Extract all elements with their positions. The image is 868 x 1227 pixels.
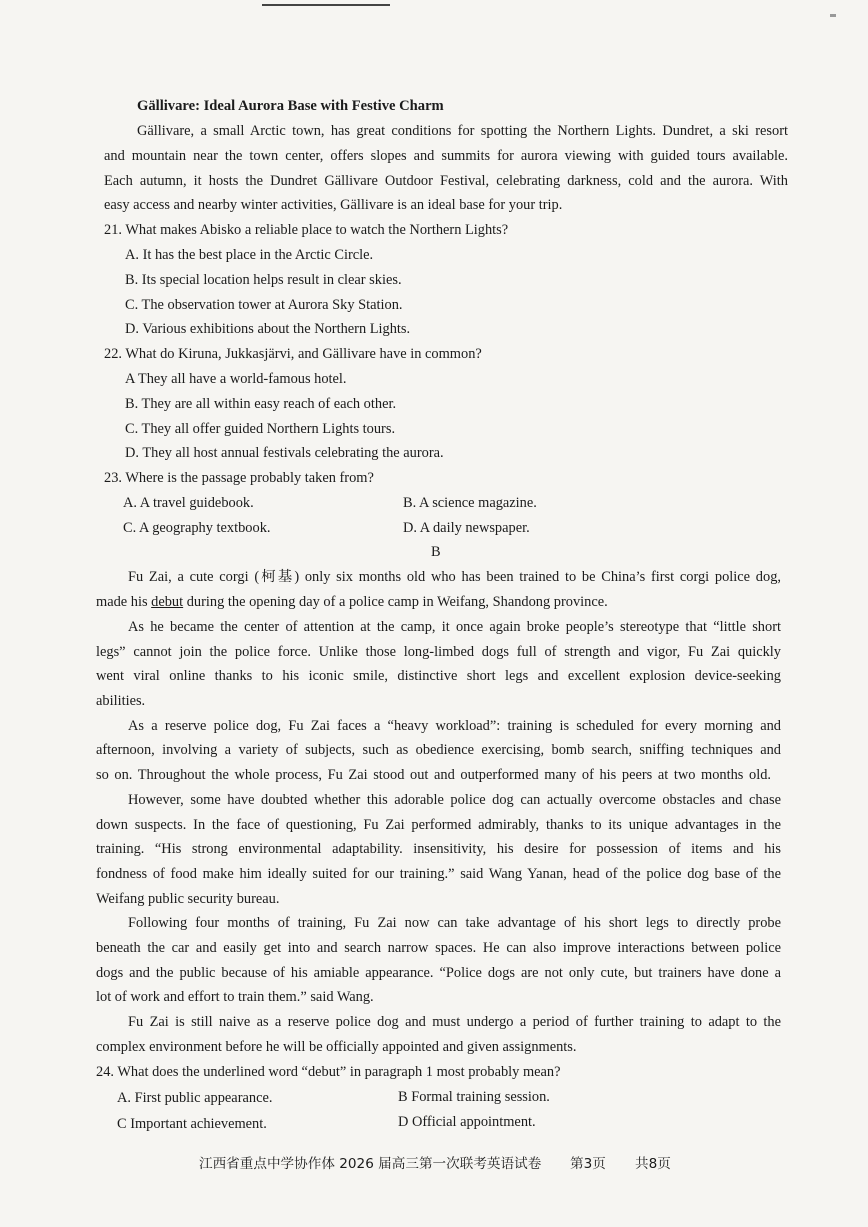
option: A. First public appearance. bbox=[117, 1090, 273, 1106]
passage-b-line: fondness of food make him ideally suited for our training.” said Wang Yanan, head of the police dog base of the bbox=[96, 866, 781, 882]
question-stem: 21. What makes Abisko a reliable place to watch the Northern Lights? bbox=[104, 222, 509, 238]
passage-b-line: down suspects. In the face of questioning, Fu Zai performed admirably, thanks to its unique advantages in the bbox=[96, 817, 781, 833]
passage-a-line: Gällivare, a small Arctic town, has great conditions for spotting the Northern Lights. Dundret, a ski resort bbox=[137, 123, 788, 139]
passage-b-line: As a reserve police dog, Fu Zai faces a “heavy workload”: training is scheduled for every morning and bbox=[128, 718, 781, 734]
option: A They all have a world-famous hotel. bbox=[125, 371, 347, 387]
section-label: B bbox=[431, 544, 441, 560]
passage-b-line: Following four months of training, Fu Zai now can take advantage of his short legs to directly probe bbox=[128, 915, 781, 931]
exam-title: 江西省重点中学协作体 2026 届高三第一次联考英语试卷 bbox=[199, 1156, 542, 1172]
option: B. Its special location helps result in clear skies. bbox=[125, 272, 402, 288]
page-total: 共8页 bbox=[635, 1156, 671, 1172]
option: D. Various exhibitions about the Northern Lights. bbox=[125, 321, 411, 337]
passage-b-line: However, some have doubted whether this adorable police dog can actually overcome obstacles and chase bbox=[128, 792, 781, 808]
option: D. A daily newspaper. bbox=[403, 520, 530, 536]
passage-b-line: abilities. bbox=[96, 693, 146, 709]
passage-b-line: As he became the center of attention at the camp, it once again broke people’s stereotype that “little short bbox=[128, 619, 781, 635]
passage-b-line: beneath the car and easily get into and search narrow spaces. He can also improve interactions between police bbox=[96, 940, 781, 956]
passage-b-line: made his debut during the opening day of a police camp in Weifang, Shandong province. bbox=[96, 594, 608, 610]
passage-b-line: afternoon, involving a variety of subjects, such as obedience exercising, bomb search, sniffing techniques and bbox=[96, 742, 781, 758]
scan-mark bbox=[830, 14, 836, 17]
passage-b-line: so on. Throughout the whole process, Fu Zai stood out and outperformed many of his peers at two months old. bbox=[96, 767, 771, 783]
top-rule bbox=[262, 4, 390, 6]
option: B. A science magazine. bbox=[403, 495, 537, 511]
passage-b-line: legs” cannot join the police force. Unlike those long-limbed dogs full of strength and vigor, Fu Zai quickly bbox=[96, 644, 781, 660]
passage-b-line: Fu Zai, a cute corgi (柯基) only six months old who has been trained to be China’s first corgi police dog, bbox=[128, 569, 781, 585]
passage-a-line: Each autumn, it hosts the Dundret Gällivare Outdoor Festival, celebrating darkness, cold and the aurora. With bbox=[104, 173, 788, 189]
underlined-word: debut bbox=[151, 594, 184, 610]
passage-b-line: Fu Zai is still naive as a reserve police dog and must undergo a period of further training to adapt to the bbox=[128, 1014, 781, 1030]
passage-b-line: complex environment before he will be officially appointed and given assignments. bbox=[96, 1039, 577, 1055]
option: C. They all offer guided Northern Lights tours. bbox=[125, 421, 396, 437]
option: A. It has the best place in the Arctic Circle. bbox=[125, 247, 374, 263]
option: C Important achievement. bbox=[117, 1116, 267, 1132]
question-stem: 23. Where is the passage probably taken from? bbox=[104, 470, 374, 486]
passage-b-line: dogs and the public because of his amiable appearance. “Police dogs are not only cute, but trainers have done a bbox=[96, 965, 781, 981]
passage-b-line: training. “His strong environmental adaptability. insensitivity, his desire for possession of items and his bbox=[96, 841, 781, 857]
option: A. A travel guidebook. bbox=[123, 495, 254, 511]
option: D. They all host annual festivals celebrating the aurora. bbox=[125, 445, 444, 461]
passage-b-line: Weifang public security bureau. bbox=[96, 891, 280, 907]
option: B. They are all within easy reach of each other. bbox=[125, 396, 397, 412]
option: B Formal training session. bbox=[398, 1089, 550, 1105]
option: C. A geography textbook. bbox=[123, 520, 271, 536]
section-heading: Gällivare: Ideal Aurora Base with Festive Charm bbox=[137, 98, 444, 114]
passage-a-line: and mountain near the town center, offers slopes and summits for aurora viewing with guided tours available. bbox=[104, 148, 788, 164]
passage-b-line: went viral online thanks to his iconic smile, distinctive short legs and excellent explosion device-seeking bbox=[96, 668, 781, 684]
question-stem: 24. What does the underlined word “debut” in paragraph 1 most probably mean? bbox=[96, 1064, 561, 1080]
passage-a-line: easy access and nearby winter activities, Gällivare is an ideal base for your trip. bbox=[104, 197, 563, 213]
option: C. The observation tower at Aurora Sky Station. bbox=[125, 297, 403, 313]
page-number: 第3页 bbox=[570, 1156, 606, 1172]
question-stem: 22. What do Kiruna, Jukkasjärvi, and Gällivare have in common? bbox=[104, 346, 482, 362]
option: D Official appointment. bbox=[398, 1114, 536, 1130]
passage-b-line: lot of work and effort to train them.” said Wang. bbox=[96, 989, 374, 1005]
